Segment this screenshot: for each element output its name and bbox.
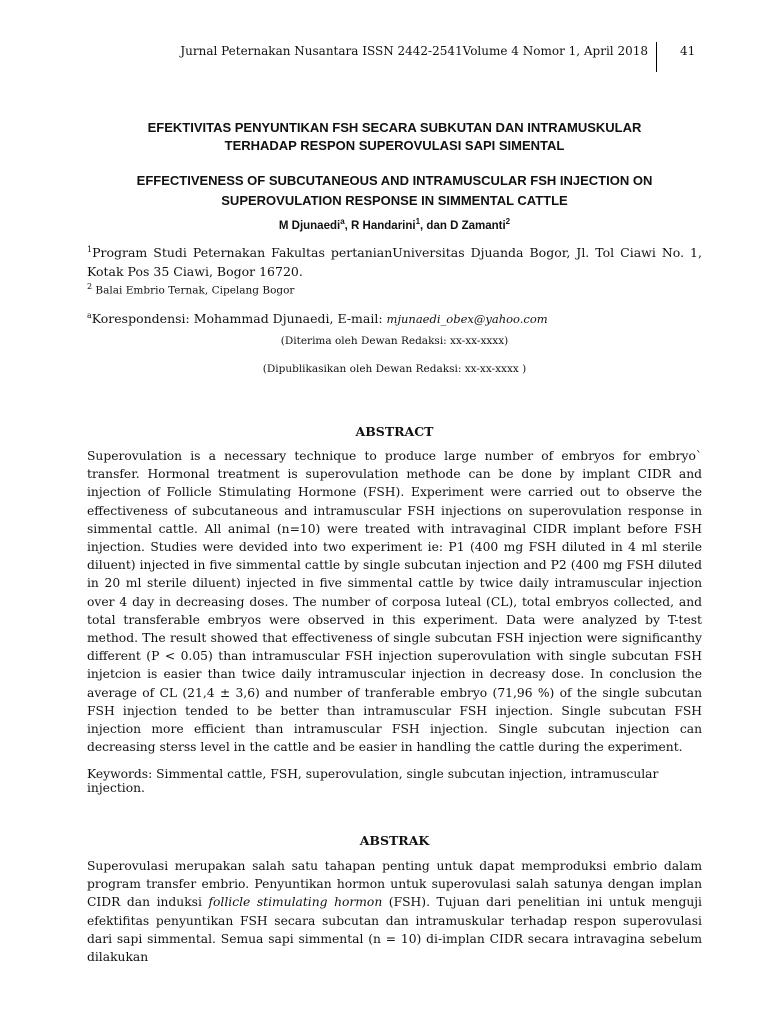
correspondence-mark: a	[87, 311, 92, 320]
published-date: (Dipublikasikan oleh Dewan Redaksi: xx-xx-xxxx )	[262, 363, 527, 375]
title-english	[87, 171, 702, 211]
affiliation-1-text: Program Studi Peternakan Fakultas pertanianUniversitas Djuanda Bogor, Jl. Tol Ciawi No. 1, Kotak Pos 35 Ciawi, Bogor 16720.	[87, 245, 702, 280]
journal-citation: Jurnal Peternakan Nusantara ISSN 2442-2541Volume 4 Nomor 1, April 2018	[180, 44, 648, 58]
header-divider	[656, 42, 657, 72]
title-english-line1: EFFECTIVENESS OF SUBCUTANEOUS AND INTRAMUSCULAR FSH INJECTION ON	[136, 173, 653, 188]
author-1: M Djunaedi	[278, 219, 341, 232]
correspondence	[87, 311, 702, 326]
author-3-mark: 2	[505, 217, 511, 226]
author-2-mark: 1	[415, 217, 421, 226]
affiliation-2	[87, 282, 702, 297]
abstract-text: Superovulation is a necessary technique to produce large number of embryos for embryo` transfer. Hormonal treatment is superovulation methode can be done by implant CIDR and injection of Follicle Stimulating Hormone (FSH). Experiment were carried out to observe the effectiveness of subcutaneous and intramuscular FSH injections on superovulation response in simmental cattle. All animal (n=10) were treated with intravaginal CIDR implant before FSH injection. Studies were devided into two experiment ie: P1 (400 mg FSH diluted in 4 ml sterile diluent) injected in five simmental cattle by single subcutan injection and P2 (400 mg FSH diluted in 20 ml sterile diluent) injected in five simmental cattle by twice daily intramuscular injection over 4 day in decreasing doses. The number of corposa luteal (CL), total embryos collected, and total transferable embryos were observed in this experiment. Data were analyzed by T-test method. The result showed that effectiveness of single subcutan FSH injection were significanthy different (P < 0.05) than intramuscular FSH injection superovulation with single subcutan FSH injetcion is easier than twice daily intramuscular injection in decreasy dose. In conclusion the average of CL (21,4 ± 3,6) and number of tranferable embryo (71,96 %) of the single subcutan FSH injection tended to be better than intramuscular FSH injection. Single subcutan FSH injection more efficient than intramuscular FSH injection. Single subcutan injection can decreasing sterss level in the cattle and be easier in handling the cattle during the experiment.	[87, 449, 702, 755]
received-date: (Diterima oleh Dewan Redaksi: xx-xx-xxxx)	[280, 335, 509, 347]
abstrak-text	[87, 857, 702, 966]
title-indonesian-line2: TERHADAP RESPON SUPEROVULASI SAPI SIMENTAL	[224, 138, 565, 153]
affiliation-2-mark: 2	[87, 282, 93, 291]
title-indonesian-line1: EFEKTIVITAS PENYUNTIKAN FSH SECARA SUBKUTAN DAN INTRAMUSKULAR	[147, 120, 642, 135]
title-english-line2: SUPEROVULATION RESPONSE IN SIMMENTAL CATTLE	[221, 193, 568, 208]
author-list	[87, 217, 702, 232]
affiliation-1-mark: 1	[87, 245, 93, 254]
affiliation-1	[87, 240, 702, 281]
email-link[interactable]: mjunaedi_obex@yahoo.com	[386, 312, 548, 327]
abstrak-text-part2: (FSH). Tujuan dari penelitian ini untuk menguji efektifitas penyuntikan FSH secara subcutan dan intramuskular terhadap respon superovulasi dari sapi simmental. Semua sapi simmental (n = 10) di-implan CIDR secara intravagina sebelum dilakukan	[87, 895, 702, 965]
correspondence-label: Korespondensi: Mohammad Djunaedi, E-mail:	[91, 311, 387, 327]
author-2: , R Handarini	[344, 219, 416, 232]
title-indonesian	[87, 119, 702, 155]
abstrak-heading: ABSTRAK	[359, 833, 430, 848]
abstrak-text-italic: follicle stimulating hormon	[208, 895, 383, 910]
author-1-mark: a	[340, 217, 345, 226]
author-3: , dan D Zamanti	[420, 219, 506, 232]
abstrak-text-part1: Superovulasi merupakan salah satu tahapan penting untuk dapat memproduksi embrio dalam program transfer embrio. Penyuntikan hormon untuk superovulasi salah satunya dengan implan CIDR dan induksi	[87, 859, 702, 910]
keywords: Keywords: Simmental cattle, FSH, superovulation, single subcutan injection, intramuscular injection.	[87, 767, 659, 795]
abstract-heading: ABSTRACT	[355, 424, 434, 439]
affiliation-2-text: Balai Embrio Ternak, Cipelang Bogor	[92, 284, 295, 297]
running-header	[0, 44, 768, 74]
page-number: 41	[680, 44, 696, 58]
